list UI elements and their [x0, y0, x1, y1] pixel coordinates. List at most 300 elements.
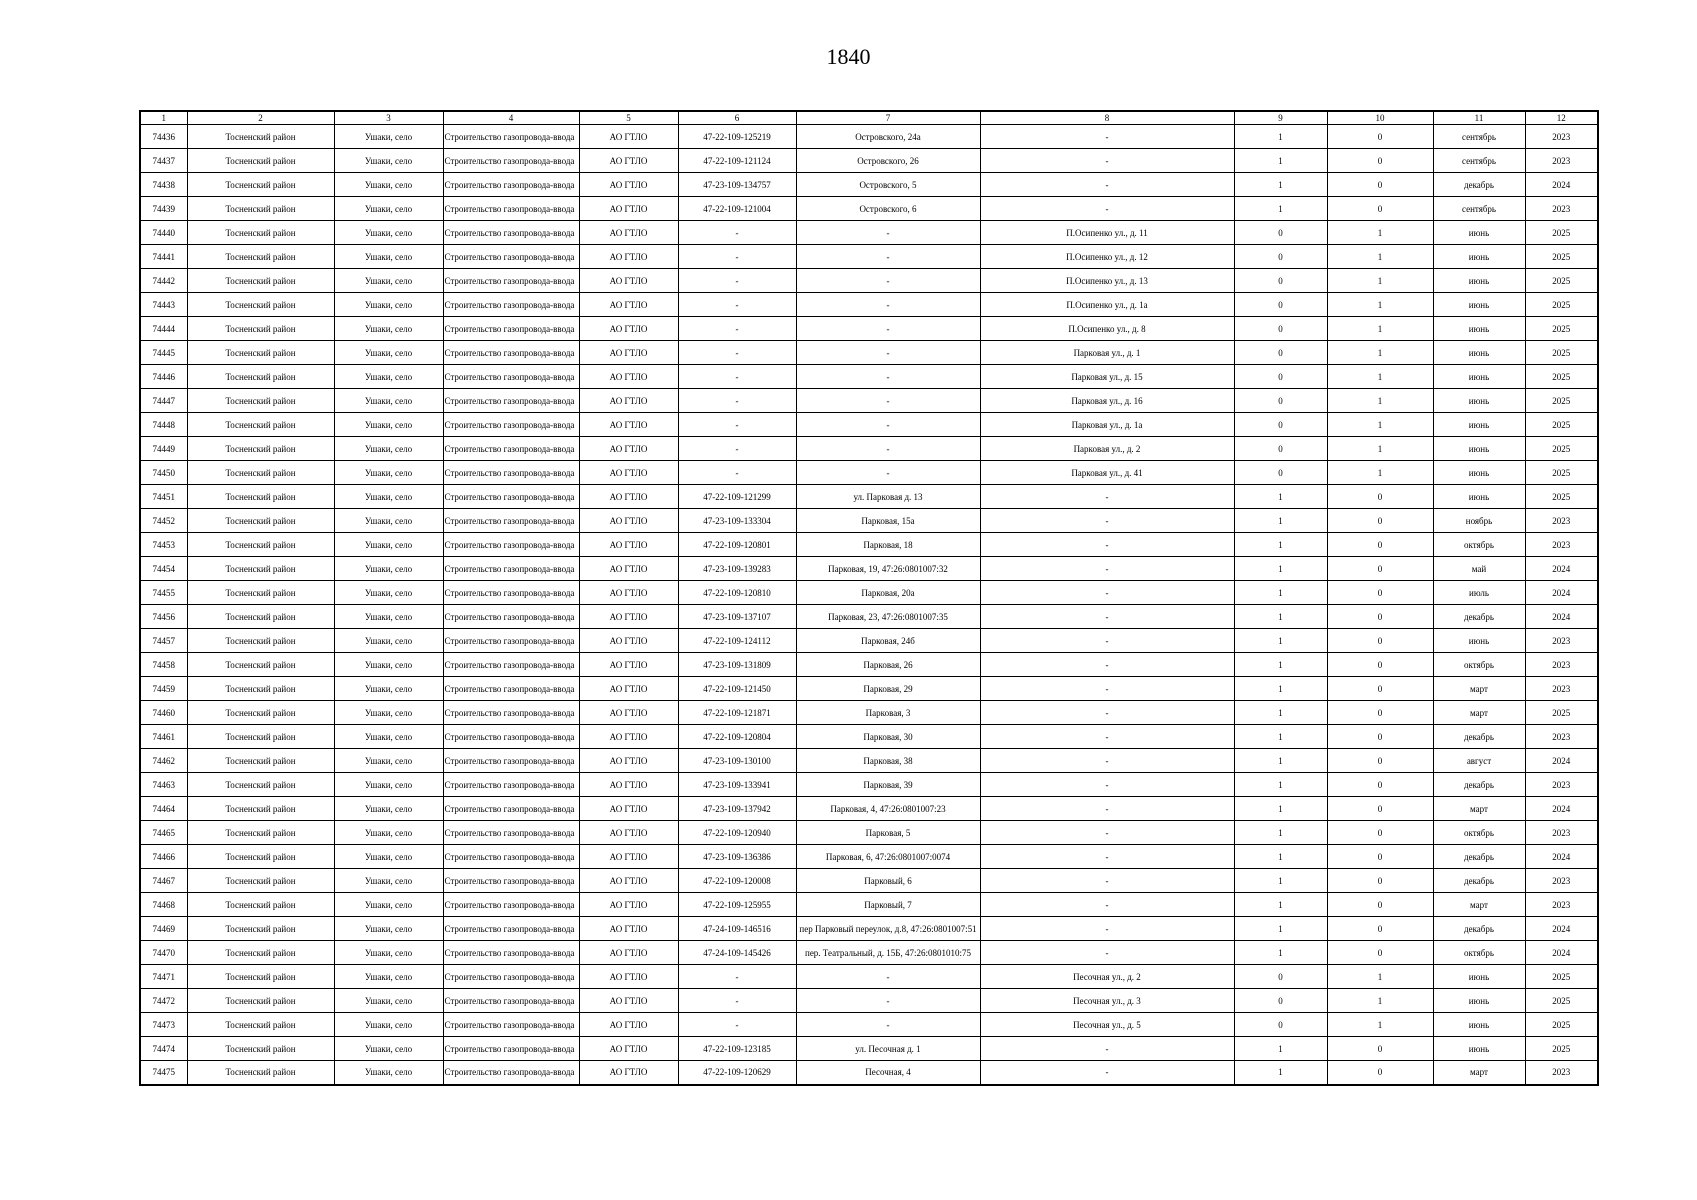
application-number-cell: 47-22-109-121871 — [678, 701, 796, 725]
count-b-cell: 0 — [1327, 125, 1433, 149]
object-address-cell: Парковая, 6, 47:26:0801007:0074 — [796, 845, 980, 869]
object-address-cell: - — [796, 341, 980, 365]
count-a-cell: 0 — [1234, 365, 1327, 389]
month-cell: сентябрь — [1433, 197, 1525, 221]
count-b-cell: 1 — [1327, 965, 1433, 989]
organization-cell: АО ГТЛО — [579, 1037, 678, 1061]
application-number-cell: 47-24-109-146516 — [678, 917, 796, 941]
table-row — [140, 605, 1598, 629]
year-cell: 2023 — [1525, 653, 1598, 677]
count-a-cell: 0 — [1234, 1013, 1327, 1037]
settlement-cell: Ушаки, село — [334, 413, 443, 437]
count-b-cell: 0 — [1327, 629, 1433, 653]
organization-cell: АО ГТЛО — [579, 221, 678, 245]
district-cell: Тосненский район — [187, 845, 334, 869]
column-number-2: 2 — [187, 111, 334, 125]
year-cell: 2025 — [1525, 365, 1598, 389]
work-type-cell: Строительство газопровода-ввода — [443, 461, 579, 485]
row-id-cell: 74471 — [140, 965, 187, 989]
year-cell: 2023 — [1525, 533, 1598, 557]
month-cell: декабрь — [1433, 869, 1525, 893]
application-number-cell: 47-23-109-133304 — [678, 509, 796, 533]
month-cell: сентябрь — [1433, 149, 1525, 173]
count-a-cell: 1 — [1234, 821, 1327, 845]
month-cell: июнь — [1433, 413, 1525, 437]
count-a-cell: 0 — [1234, 293, 1327, 317]
planned-address-cell: - — [980, 197, 1234, 221]
planned-address-cell: - — [980, 701, 1234, 725]
year-cell: 2024 — [1525, 845, 1598, 869]
month-cell: июнь — [1433, 269, 1525, 293]
application-number-cell: 47-22-109-120801 — [678, 533, 796, 557]
work-type-cell: Строительство газопровода-ввода — [443, 437, 579, 461]
column-number-6: 6 — [678, 111, 796, 125]
planned-address-cell: - — [980, 749, 1234, 773]
year-cell: 2023 — [1525, 773, 1598, 797]
settlement-cell: Ушаки, село — [334, 965, 443, 989]
row-id-cell: 74448 — [140, 413, 187, 437]
row-id-cell: 74465 — [140, 821, 187, 845]
count-b-cell: 1 — [1327, 389, 1433, 413]
table-row — [140, 173, 1598, 197]
planned-address-cell: Песочная ул., д. 5 — [980, 1013, 1234, 1037]
district-cell: Тосненский район — [187, 221, 334, 245]
year-cell: 2025 — [1525, 989, 1598, 1013]
object-address-cell: Парковая, 19, 47:26:0801007:32 — [796, 557, 980, 581]
year-cell: 2024 — [1525, 941, 1598, 965]
planned-address-cell: Парковая ул., д. 1 — [980, 341, 1234, 365]
planned-address-cell: - — [980, 605, 1234, 629]
work-type-cell: Строительство газопровода-ввода — [443, 197, 579, 221]
table-row — [140, 1061, 1598, 1085]
row-id-cell: 74458 — [140, 653, 187, 677]
row-id-cell: 74461 — [140, 725, 187, 749]
table-row — [140, 869, 1598, 893]
year-cell: 2024 — [1525, 581, 1598, 605]
planned-address-cell: - — [980, 893, 1234, 917]
month-cell: июнь — [1433, 989, 1525, 1013]
planned-address-cell: П.Осипенко ул., д. 12 — [980, 245, 1234, 269]
row-id-cell: 74441 — [140, 245, 187, 269]
work-type-cell: Строительство газопровода-ввода — [443, 965, 579, 989]
application-number-cell: 47-22-109-123185 — [678, 1037, 796, 1061]
month-cell: июнь — [1433, 1013, 1525, 1037]
district-cell: Тосненский район — [187, 293, 334, 317]
settlement-cell: Ушаки, село — [334, 173, 443, 197]
count-b-cell: 0 — [1327, 821, 1433, 845]
row-id-cell: 74459 — [140, 677, 187, 701]
column-number-row — [140, 111, 1598, 125]
organization-cell: АО ГТЛО — [579, 1013, 678, 1037]
object-address-cell: - — [796, 413, 980, 437]
row-id-cell: 74456 — [140, 605, 187, 629]
count-b-cell: 1 — [1327, 437, 1433, 461]
organization-cell: АО ГТЛО — [579, 437, 678, 461]
table-row — [140, 341, 1598, 365]
settlement-cell: Ушаки, село — [334, 509, 443, 533]
work-type-cell: Строительство газопровода-ввода — [443, 629, 579, 653]
month-cell: декабрь — [1433, 917, 1525, 941]
application-number-cell: 47-22-109-120810 — [678, 581, 796, 605]
year-cell: 2023 — [1525, 629, 1598, 653]
row-id-cell: 74449 — [140, 437, 187, 461]
settlement-cell: Ушаки, село — [334, 821, 443, 845]
object-address-cell: - — [796, 461, 980, 485]
organization-cell: АО ГТЛО — [579, 293, 678, 317]
year-cell: 2023 — [1525, 149, 1598, 173]
object-address-cell: Парковая, 20а — [796, 581, 980, 605]
month-cell: июнь — [1433, 389, 1525, 413]
work-type-cell: Строительство газопровода-ввода — [443, 293, 579, 317]
application-number-cell: - — [678, 269, 796, 293]
year-cell: 2025 — [1525, 293, 1598, 317]
table-row — [140, 749, 1598, 773]
district-cell: Тосненский район — [187, 701, 334, 725]
year-cell: 2025 — [1525, 965, 1598, 989]
row-id-cell: 74473 — [140, 1013, 187, 1037]
planned-address-cell: - — [980, 845, 1234, 869]
district-cell: Тосненский район — [187, 917, 334, 941]
object-address-cell: Островского, 6 — [796, 197, 980, 221]
planned-address-cell: Парковая ул., д. 41 — [980, 461, 1234, 485]
work-type-cell: Строительство газопровода-ввода — [443, 845, 579, 869]
count-b-cell: 1 — [1327, 365, 1433, 389]
row-id-cell: 74463 — [140, 773, 187, 797]
count-b-cell: 0 — [1327, 533, 1433, 557]
settlement-cell: Ушаки, село — [334, 221, 443, 245]
count-b-cell: 1 — [1327, 317, 1433, 341]
work-type-cell: Строительство газопровода-ввода — [443, 485, 579, 509]
organization-cell: АО ГТЛО — [579, 1061, 678, 1085]
district-cell: Тосненский район — [187, 989, 334, 1013]
settlement-cell: Ушаки, село — [334, 149, 443, 173]
row-id-cell: 74439 — [140, 197, 187, 221]
organization-cell: АО ГТЛО — [579, 557, 678, 581]
count-a-cell: 1 — [1234, 797, 1327, 821]
count-a-cell: 1 — [1234, 173, 1327, 197]
table-row — [140, 677, 1598, 701]
month-cell: июнь — [1433, 365, 1525, 389]
table-row — [140, 461, 1598, 485]
settlement-cell: Ушаки, село — [334, 869, 443, 893]
organization-cell: АО ГТЛО — [579, 941, 678, 965]
count-a-cell: 1 — [1234, 677, 1327, 701]
settlement-cell: Ушаки, село — [334, 581, 443, 605]
district-cell: Тосненский район — [187, 173, 334, 197]
settlement-cell: Ушаки, село — [334, 365, 443, 389]
district-cell: Тосненский район — [187, 509, 334, 533]
month-cell: декабрь — [1433, 173, 1525, 197]
year-cell: 2025 — [1525, 389, 1598, 413]
row-id-cell: 74445 — [140, 341, 187, 365]
column-number-9: 9 — [1234, 111, 1327, 125]
organization-cell: АО ГТЛО — [579, 389, 678, 413]
month-cell: октябрь — [1433, 941, 1525, 965]
year-cell: 2024 — [1525, 797, 1598, 821]
count-a-cell: 0 — [1234, 461, 1327, 485]
count-a-cell: 1 — [1234, 485, 1327, 509]
count-b-cell: 0 — [1327, 917, 1433, 941]
organization-cell: АО ГТЛО — [579, 797, 678, 821]
settlement-cell: Ушаки, село — [334, 725, 443, 749]
planned-address-cell: - — [980, 509, 1234, 533]
district-cell: Тосненский район — [187, 413, 334, 437]
settlement-cell: Ушаки, село — [334, 317, 443, 341]
year-cell: 2024 — [1525, 557, 1598, 581]
row-id-cell: 74450 — [140, 461, 187, 485]
work-type-cell: Строительство газопровода-ввода — [443, 989, 579, 1013]
settlement-cell: Ушаки, село — [334, 773, 443, 797]
count-a-cell: 0 — [1234, 221, 1327, 245]
organization-cell: АО ГТЛО — [579, 245, 678, 269]
application-number-cell: - — [678, 461, 796, 485]
year-cell: 2025 — [1525, 221, 1598, 245]
district-cell: Тосненский район — [187, 1013, 334, 1037]
count-b-cell: 0 — [1327, 677, 1433, 701]
settlement-cell: Ушаки, село — [334, 1037, 443, 1061]
organization-cell: АО ГТЛО — [579, 173, 678, 197]
planned-address-cell: Песочная ул., д. 2 — [980, 965, 1234, 989]
planned-address-cell: Парковая ул., д. 15 — [980, 365, 1234, 389]
planned-address-cell: - — [980, 677, 1234, 701]
application-number-cell: 47-23-109-131809 — [678, 653, 796, 677]
row-id-cell: 74436 — [140, 125, 187, 149]
row-id-cell: 74474 — [140, 1037, 187, 1061]
row-id-cell: 74469 — [140, 917, 187, 941]
month-cell: декабрь — [1433, 725, 1525, 749]
object-address-cell: - — [796, 989, 980, 1013]
organization-cell: АО ГТЛО — [579, 341, 678, 365]
object-address-cell: - — [796, 269, 980, 293]
district-cell: Тосненский район — [187, 725, 334, 749]
district-cell: Тосненский район — [187, 533, 334, 557]
district-cell: Тосненский район — [187, 197, 334, 221]
column-number-11: 11 — [1433, 111, 1525, 125]
application-number-cell: 47-23-109-134757 — [678, 173, 796, 197]
object-address-cell: пер. Театральный, д. 15Б, 47:26:0801010:75 — [796, 941, 980, 965]
application-number-cell: - — [678, 317, 796, 341]
settlement-cell: Ушаки, село — [334, 485, 443, 509]
month-cell: июнь — [1433, 1037, 1525, 1061]
planned-address-cell: - — [980, 557, 1234, 581]
work-type-cell: Строительство газопровода-ввода — [443, 1061, 579, 1085]
row-id-cell: 74438 — [140, 173, 187, 197]
organization-cell: АО ГТЛО — [579, 677, 678, 701]
application-number-cell: 47-23-109-133941 — [678, 773, 796, 797]
table-row — [140, 197, 1598, 221]
district-cell: Тосненский район — [187, 965, 334, 989]
work-type-cell: Строительство газопровода-ввода — [443, 173, 579, 197]
work-type-cell: Строительство газопровода-ввода — [443, 365, 579, 389]
organization-cell: АО ГТЛО — [579, 725, 678, 749]
organization-cell: АО ГТЛО — [579, 269, 678, 293]
month-cell: июнь — [1433, 293, 1525, 317]
month-cell: июнь — [1433, 341, 1525, 365]
object-address-cell: Парковый, 6 — [796, 869, 980, 893]
district-cell: Тосненский район — [187, 1037, 334, 1061]
district-cell: Тосненский район — [187, 437, 334, 461]
object-address-cell: Островского, 24а — [796, 125, 980, 149]
planned-address-cell: - — [980, 533, 1234, 557]
organization-cell: АО ГТЛО — [579, 893, 678, 917]
work-type-cell: Строительство газопровода-ввода — [443, 605, 579, 629]
object-address-cell: - — [796, 437, 980, 461]
year-cell: 2023 — [1525, 725, 1598, 749]
row-id-cell: 74454 — [140, 557, 187, 581]
count-b-cell: 1 — [1327, 245, 1433, 269]
row-id-cell: 74468 — [140, 893, 187, 917]
count-b-cell: 1 — [1327, 341, 1433, 365]
row-id-cell: 74451 — [140, 485, 187, 509]
count-a-cell: 1 — [1234, 125, 1327, 149]
settlement-cell: Ушаки, село — [334, 197, 443, 221]
district-cell: Тосненский район — [187, 773, 334, 797]
count-a-cell: 1 — [1234, 749, 1327, 773]
month-cell: сентябрь — [1433, 125, 1525, 149]
application-number-cell: - — [678, 965, 796, 989]
month-cell: декабрь — [1433, 773, 1525, 797]
application-number-cell: - — [678, 293, 796, 317]
row-id-cell: 74457 — [140, 629, 187, 653]
district-cell: Тосненский район — [187, 893, 334, 917]
work-type-cell: Строительство газопровода-ввода — [443, 893, 579, 917]
table-row — [140, 1037, 1598, 1061]
work-type-cell: Строительство газопровода-ввода — [443, 725, 579, 749]
table-row — [140, 413, 1598, 437]
planned-address-cell: - — [980, 917, 1234, 941]
table-row — [140, 437, 1598, 461]
count-b-cell: 1 — [1327, 269, 1433, 293]
work-type-cell: Строительство газопровода-ввода — [443, 701, 579, 725]
settlement-cell: Ушаки, село — [334, 893, 443, 917]
month-cell: август — [1433, 749, 1525, 773]
application-number-cell: - — [678, 1013, 796, 1037]
month-cell: июнь — [1433, 965, 1525, 989]
organization-cell: АО ГТЛО — [579, 533, 678, 557]
month-cell: июнь — [1433, 317, 1525, 341]
table-row — [140, 965, 1598, 989]
count-b-cell: 0 — [1327, 1037, 1433, 1061]
table-row — [140, 533, 1598, 557]
count-b-cell: 0 — [1327, 701, 1433, 725]
settlement-cell: Ушаки, село — [334, 605, 443, 629]
district-cell: Тосненский район — [187, 485, 334, 509]
district-cell: Тосненский район — [187, 869, 334, 893]
count-b-cell: 0 — [1327, 869, 1433, 893]
count-b-cell: 0 — [1327, 173, 1433, 197]
application-number-cell: 47-22-109-125955 — [678, 893, 796, 917]
settlement-cell: Ушаки, село — [334, 941, 443, 965]
planned-address-cell: Песочная ул., д. 3 — [980, 989, 1234, 1013]
organization-cell: АО ГТЛО — [579, 581, 678, 605]
count-b-cell: 1 — [1327, 293, 1433, 317]
year-cell: 2023 — [1525, 509, 1598, 533]
application-number-cell: 47-24-109-145426 — [678, 941, 796, 965]
count-b-cell: 0 — [1327, 1061, 1433, 1085]
month-cell: октябрь — [1433, 821, 1525, 845]
object-address-cell: Островского, 5 — [796, 173, 980, 197]
organization-cell: АО ГТЛО — [579, 317, 678, 341]
table-row — [140, 509, 1598, 533]
district-cell: Тосненский район — [187, 581, 334, 605]
work-type-cell: Строительство газопровода-ввода — [443, 509, 579, 533]
work-type-cell: Строительство газопровода-ввода — [443, 1037, 579, 1061]
column-number-4: 4 — [443, 111, 579, 125]
count-a-cell: 1 — [1234, 941, 1327, 965]
district-cell: Тосненский район — [187, 389, 334, 413]
year-cell: 2023 — [1525, 821, 1598, 845]
count-a-cell: 0 — [1234, 341, 1327, 365]
table-row — [140, 221, 1598, 245]
organization-cell: АО ГТЛО — [579, 917, 678, 941]
work-type-cell: Строительство газопровода-ввода — [443, 773, 579, 797]
object-address-cell: Парковая, 18 — [796, 533, 980, 557]
district-cell: Тосненский район — [187, 629, 334, 653]
count-a-cell: 1 — [1234, 725, 1327, 749]
application-number-cell: - — [678, 389, 796, 413]
settlement-cell: Ушаки, село — [334, 557, 443, 581]
count-a-cell: 1 — [1234, 509, 1327, 533]
object-address-cell: Парковая, 38 — [796, 749, 980, 773]
count-a-cell: 1 — [1234, 605, 1327, 629]
count-b-cell: 0 — [1327, 197, 1433, 221]
object-address-cell: Парковая, 4, 47:26:0801007:23 — [796, 797, 980, 821]
settlement-cell: Ушаки, село — [334, 653, 443, 677]
column-number-8: 8 — [980, 111, 1234, 125]
month-cell: июнь — [1433, 245, 1525, 269]
table-row — [140, 629, 1598, 653]
application-number-cell: 47-22-109-121004 — [678, 197, 796, 221]
table-row — [140, 485, 1598, 509]
count-b-cell: 0 — [1327, 893, 1433, 917]
settlement-cell: Ушаки, село — [334, 437, 443, 461]
application-number-cell: - — [678, 221, 796, 245]
table-row — [140, 149, 1598, 173]
district-cell: Тосненский район — [187, 1061, 334, 1085]
district-cell: Тосненский район — [187, 149, 334, 173]
month-cell: июнь — [1433, 221, 1525, 245]
row-id-cell: 74464 — [140, 797, 187, 821]
settlement-cell: Ушаки, село — [334, 125, 443, 149]
district-cell: Тосненский район — [187, 749, 334, 773]
object-address-cell: Парковая, 30 — [796, 725, 980, 749]
year-cell: 2025 — [1525, 485, 1598, 509]
column-number-3: 3 — [334, 111, 443, 125]
object-address-cell: Парковая, 15а — [796, 509, 980, 533]
object-address-cell: - — [796, 965, 980, 989]
object-address-cell: - — [796, 365, 980, 389]
year-cell: 2025 — [1525, 437, 1598, 461]
planned-address-cell: Парковая ул., д. 16 — [980, 389, 1234, 413]
row-id-cell: 74443 — [140, 293, 187, 317]
column-number-10: 10 — [1327, 111, 1433, 125]
application-number-cell: 47-23-109-137107 — [678, 605, 796, 629]
year-cell: 2025 — [1525, 269, 1598, 293]
count-a-cell: 1 — [1234, 557, 1327, 581]
organization-cell: АО ГТЛО — [579, 773, 678, 797]
count-a-cell: 0 — [1234, 437, 1327, 461]
year-cell: 2025 — [1525, 413, 1598, 437]
district-cell: Тосненский район — [187, 653, 334, 677]
year-cell: 2025 — [1525, 1037, 1598, 1061]
settlement-cell: Ушаки, село — [334, 293, 443, 317]
count-b-cell: 0 — [1327, 605, 1433, 629]
row-id-cell: 74440 — [140, 221, 187, 245]
work-type-cell: Строительство газопровода-ввода — [443, 653, 579, 677]
month-cell: март — [1433, 797, 1525, 821]
count-a-cell: 1 — [1234, 149, 1327, 173]
application-number-cell: 47-23-109-136386 — [678, 845, 796, 869]
